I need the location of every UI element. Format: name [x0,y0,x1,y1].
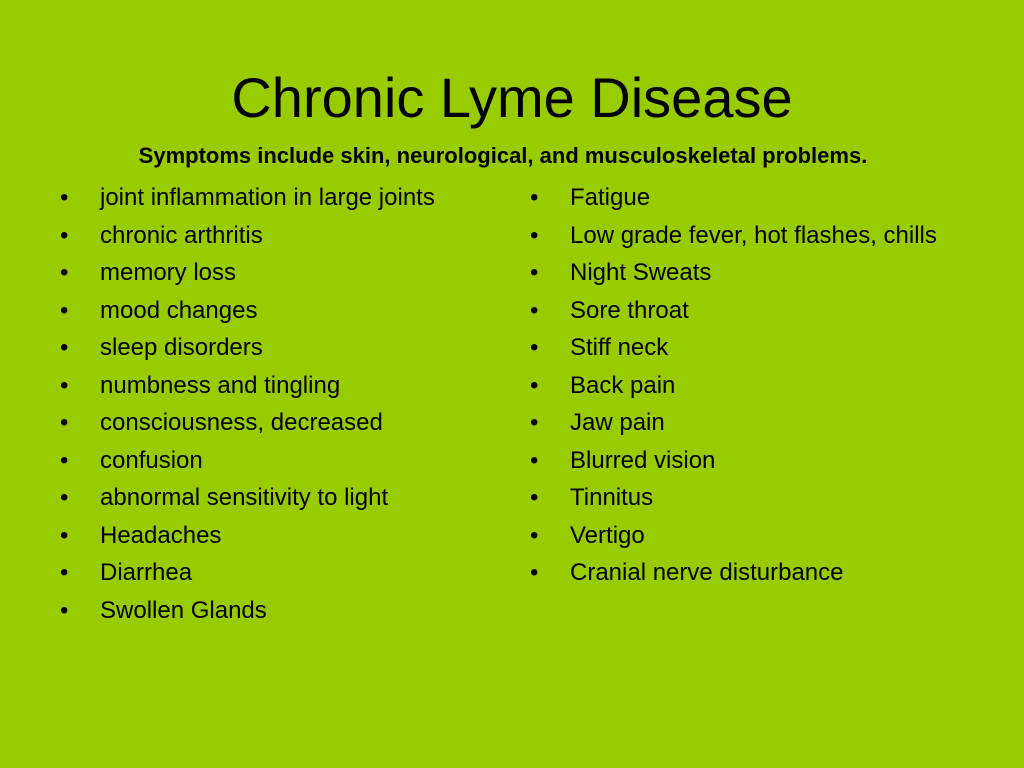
slide-subtitle: Symptoms include skin, neurological, and musculoskeletal problems. [138,143,868,168]
list-item-text: Stiff neck [570,334,669,361]
list-item [60,558,460,588]
bullet-icon: • [530,334,539,361]
bullet-icon: • [60,371,69,399]
list-item [60,408,460,438]
right-symptom-list [530,183,970,596]
list-item [60,446,460,476]
list-item [530,183,970,213]
bullet-icon: • [60,221,69,249]
bullet-icon: • [60,409,69,436]
list-item-text: Low grade fever, hot flashes, chills [570,221,937,249]
bullet-icon: • [530,484,539,511]
list-item [60,258,460,288]
list-item [60,221,460,251]
slide-title: Chronic Lyme Disease [231,66,793,129]
list-item [530,521,970,551]
list-item-text: Blurred vision [570,446,716,474]
list-item [530,371,970,401]
list-item [60,483,460,513]
list-item-text: sleep disorders [100,334,263,361]
bullet-icon: • [60,559,69,586]
bullet-icon: • [530,446,539,474]
list-item [530,296,970,326]
bullet-icon: • [530,259,539,286]
left-symptom-list [60,183,460,633]
list-item-text: mood changes [100,296,258,324]
list-item [60,371,460,401]
list-item-text: Headaches [100,521,222,549]
list-item-text: Diarrhea [100,559,193,586]
bullet-icon: • [60,184,69,211]
bullet-icon: • [530,371,539,399]
bullet-icon: • [530,559,539,586]
list-item-text: Night Sweats [570,259,712,286]
bullet-icon: • [60,259,69,286]
list-item-text: Vertigo [570,521,645,549]
list-item-text: Back pain [570,371,676,399]
list-item-text: Fatigue [570,184,651,211]
bullet-icon: • [60,521,69,549]
bullet-icon: • [530,409,539,436]
list-item [60,596,460,626]
list-item [530,558,970,588]
list-item [530,446,970,476]
list-item-text: numbness and tingling [100,371,341,399]
list-item [60,296,460,326]
bullet-icon: • [60,296,69,324]
list-item-text: Tinnitus [570,484,654,511]
list-item [530,333,970,363]
bullet-icon: • [530,184,539,211]
list-item-text: chronic arthritis [100,221,263,249]
list-item [530,408,970,438]
list-item-text: confusion [100,446,203,474]
list-item-text: joint inflammation in large joints [100,184,435,211]
bullet-icon: • [60,484,69,511]
list-item [530,258,970,288]
list-item-text: Sore throat [570,296,689,324]
list-item [530,221,970,251]
bullet-icon: • [530,221,539,249]
bullet-icon: • [60,446,69,474]
list-item-text: abnormal sensitivity to light [100,484,389,511]
list-item [60,183,460,213]
bullet-icon: • [60,334,69,361]
bullet-icon: • [530,296,539,324]
list-item-text: consciousness, decreased [100,409,383,436]
list-item [530,483,970,513]
list-item [60,521,460,551]
list-item-text: Jaw pain [570,409,665,436]
list-item-text: memory loss [100,259,237,286]
list-item-text: Swollen Glands [100,596,267,624]
list-item [60,333,460,363]
list-item-text: Cranial nerve disturbance [570,559,844,586]
bullet-icon: • [530,521,539,549]
bullet-icon: • [60,596,69,624]
